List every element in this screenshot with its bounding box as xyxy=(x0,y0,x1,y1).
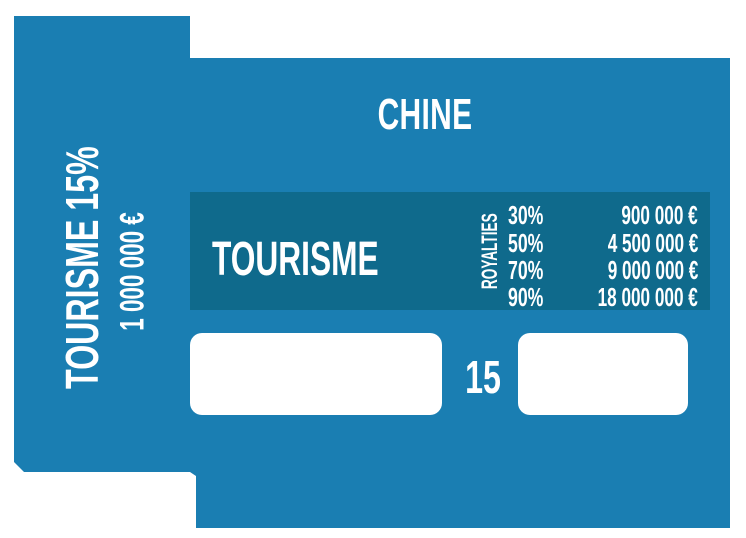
royalties-label: ROYALTIES xyxy=(477,213,502,290)
side-title: TOURISME 15% xyxy=(56,146,108,389)
royalty-amount: 900 000 € xyxy=(621,200,698,230)
royalty-percent: 70% xyxy=(508,255,544,285)
royalty-percent: 30% xyxy=(508,200,544,230)
country-name: CHINE xyxy=(377,90,473,139)
royalty-amount: 4 500 000 € xyxy=(607,228,698,258)
card-number: 15 xyxy=(465,351,501,403)
royalty-row xyxy=(508,255,698,285)
royalty-amount: 9 000 000 € xyxy=(607,255,698,285)
royalty-percent: 50% xyxy=(508,228,544,258)
royalty-row xyxy=(508,228,698,258)
royalty-row xyxy=(508,200,698,230)
royalty-percent: 90% xyxy=(508,282,544,312)
royalty-row xyxy=(508,282,698,312)
side-price: 1 000 000 € xyxy=(113,212,152,331)
right-slot xyxy=(518,333,688,415)
left-slot xyxy=(190,333,442,415)
royalty-amount: 18 000 000 € xyxy=(597,282,698,312)
property-title: TOURISME xyxy=(212,233,379,286)
